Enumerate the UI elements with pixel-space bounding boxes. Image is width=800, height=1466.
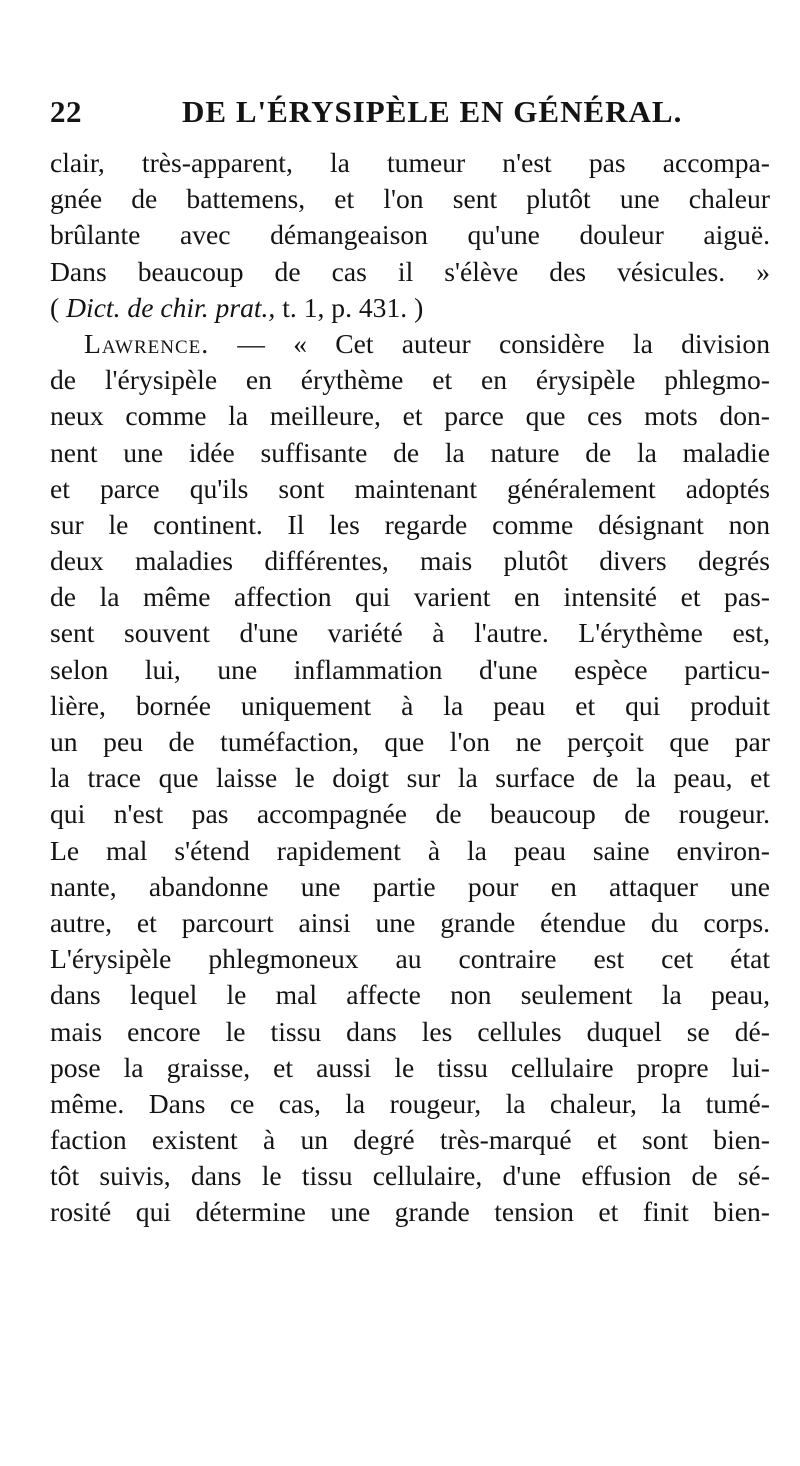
text-line: la trace que laisse le doigt sur la surface de la peau, et <box>50 762 770 794</box>
page-header <box>50 90 750 138</box>
text-line: de l'érysipèle en érythème et en érysipèle phlegmo- <box>50 364 770 396</box>
running-title: DE L'ÉRYSIPÈLE EN GÉNÉRAL. <box>182 94 683 129</box>
body-text <box>50 145 770 1231</box>
text-line: selon lui, une inflammation d'une espèce particu- <box>50 653 770 685</box>
citation-line <box>50 290 770 326</box>
text-line: L'érysipèle phlegmoneux au contraire est cet état <box>50 943 770 975</box>
text-line: lière, bornée uniquement à la peau et qui produit <box>50 689 770 721</box>
text-line: rosité qui détermine une grande tension et finit bien- <box>50 1196 770 1228</box>
author-name: Lawrence. <box>84 327 210 359</box>
text-line: brûlante avec démangeaison qu'une douleur aiguë. <box>50 219 770 251</box>
text-line: même. Dans ce cas, la rougeur, la chaleur, la tumé- <box>50 1087 770 1119</box>
text-line: sent souvent d'une variété à l'autre. L'érythème est, <box>50 617 770 649</box>
text-line: nante, abandonne une partie pour en attaquer une <box>50 870 770 902</box>
text-line: et parce qu'ils sont maintenant généralement adoptés <box>50 472 770 504</box>
text-line: qui n'est pas accompagnée de beaucoup de rougeur. <box>50 798 770 830</box>
text-line: faction existent à un degré très-marqué et sont bien- <box>50 1124 770 1156</box>
text-line: dans lequel le mal affecte non seulement la peau, <box>50 979 770 1011</box>
text-line: Le mal s'étend rapidement à la peau saine environ- <box>50 834 770 866</box>
text-line: tôt suivis, dans le tissu cellulaire, d'une effusion de sé- <box>50 1160 770 1192</box>
text-line: deux maladies différentes, mais plutôt divers degrés <box>50 545 770 577</box>
text-line: gnée de battemens, et l'on sent plutôt une chaleur <box>50 183 770 215</box>
text-line: clair, très-apparent, la tumeur n'est pas accompa- <box>50 147 770 178</box>
page-number: 22 <box>50 94 82 129</box>
text-line: pose la graisse, et aussi le tissu cellulaire propre lui- <box>50 1051 770 1083</box>
citation-title: Dict. de chir. prat., <box>66 291 276 323</box>
text-line: neux comme la meilleure, et parce que ces mots don- <box>50 400 770 432</box>
paragraph-start-line <box>50 326 770 362</box>
text-line: sur le continent. Il les regarde comme désignant non <box>50 508 770 540</box>
text-line: Dans beaucoup de cas il s'élève des vésicules. » <box>50 255 770 287</box>
paragraph-start-text: — « Cet auteur considère la division <box>209 327 770 359</box>
text-line: mais encore le tissu dans les cellules duquel se dé- <box>50 1015 770 1047</box>
text-line: un peu de tuméfaction, que l'on ne perçoit que par <box>50 726 770 757</box>
text-line: de la même affection qui varient en intensité et pas- <box>50 581 770 613</box>
text-line: autre, et parcourt ainsi une grande étendue du corps. <box>50 906 770 938</box>
citation-ref: t. 1, p. 431. ) <box>275 291 424 323</box>
text-line: nent une idée suffisante de la nature de la maladie <box>50 436 770 468</box>
citation-open: ( <box>50 291 67 323</box>
